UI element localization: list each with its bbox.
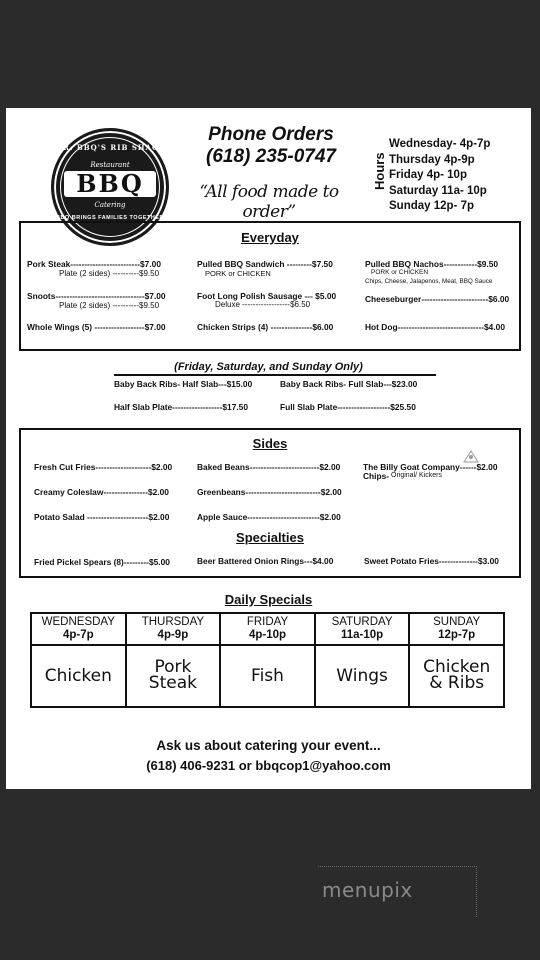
- weekend-title: (Friday, Saturday, and Sunday Only): [174, 361, 363, 373]
- menu-page: [6, 108, 531, 789]
- menu-item-hot-dog: Hot Dog-------------------------------$4.00: [365, 322, 505, 332]
- special-header-thursday: THURSDAY 4p-9p: [126, 613, 221, 645]
- menu-item-pulled-bbq-nachos: Pulled BBQ Nachos------------$9.50: [365, 259, 499, 269]
- logo-bbq-text: BBQ: [64, 171, 156, 197]
- hours-label: Hours: [372, 152, 387, 190]
- specialties-title: Specialties: [236, 530, 304, 545]
- menu-item-full-slab-plate: Full Slab Plate-------------------$25.50: [280, 402, 416, 412]
- menu-item-billy-goat-flavors: Original/ Kickers: [391, 472, 442, 479]
- menu-item-nachos-toppings: Chips, Cheese, Jalapenos, Meat, BBQ Sauce: [365, 278, 493, 285]
- menu-item-baby-back-half: Baby Back Ribs- Half Slab---$15.00: [114, 379, 253, 389]
- menu-item-cheeseburger: Cheeseburger------------------------$6.00: [365, 294, 510, 304]
- special-sunday: Chicken & Ribs: [409, 645, 504, 707]
- menu-item-pulled-bbq-sandwich: Pulled BBQ Sandwich ---------$7.50: [197, 259, 333, 269]
- hours-sunday: Sunday 12p- 7p: [389, 200, 474, 212]
- menu-item-half-slab-plate: Half Slab Plate------------------$17.50: [114, 402, 248, 412]
- catering-prompt: Ask us about catering your event...: [156, 738, 381, 753]
- hours-thursday: Thursday 4p-9p: [389, 153, 475, 166]
- special-thursday: Pork Steak: [126, 645, 221, 707]
- menu-item-baby-back-full: Baby Back Ribs- Full Slab---$23.00: [280, 379, 418, 389]
- menu-item-foot-long: Foot Long Polish Sausage --- $5.00: [197, 291, 337, 301]
- everyday-section: [19, 221, 521, 351]
- logo-restaurant-text: Restaurant: [90, 161, 130, 169]
- menu-item-apple-sauce: Apple Sauce--------------------------$2.00: [197, 512, 341, 522]
- hours-list: [389, 137, 490, 215]
- daily-specials-table: [30, 612, 505, 708]
- menu-item-chicken-strips: Chicken Strips (4) ---------------$6.00: [197, 322, 334, 332]
- hours-wednesday: Wednesday- 4p-7p: [389, 138, 491, 150]
- menu-item-fresh-cut-fries: Fresh Cut Fries--------------------$2.00: [34, 462, 173, 472]
- menu-item-billy-goat: The Billy Goat Company------$2.00: [363, 462, 498, 472]
- menu-item-snoots: Snoots--------------------------------$7.00: [27, 291, 166, 301]
- logo-top-text: MR. BBQ'S RIB SHACK: [54, 143, 166, 152]
- special-friday: Fish: [220, 645, 315, 707]
- menu-item-greenbeans: Greenbeans---------------------------$2.00: [197, 487, 342, 497]
- goat-logo-icon: [462, 448, 480, 464]
- logo-bottom-text: BBQ BRINGS FAMILIES TOGETHER: [55, 215, 164, 221]
- special-header-friday: FRIDAY 4p-10p: [220, 613, 315, 645]
- sides-section: [19, 428, 521, 578]
- menu-item-sandwich-options: PORK or CHICKEN: [205, 269, 271, 278]
- phone-orders-number[interactable]: (618) 235-0747: [206, 146, 336, 167]
- catering-contact[interactable]: (618) 406-9231 or bbqcop1@yahoo.com: [146, 758, 391, 773]
- menupix-watermark: menupix: [322, 878, 413, 902]
- special-header-wednesday: WEDNESDAY 4p-7p: [31, 613, 126, 645]
- daily-specials-title: Daily Specials: [224, 592, 313, 607]
- menu-item-fried-pickle-spears: Fried Pickel Spears (8)---------$5.00: [34, 557, 170, 567]
- special-header-saturday: SATURDAY 11a-10p: [315, 613, 410, 645]
- menu-item-potato-salad: Potato Salad ----------------------$2.00: [34, 512, 170, 522]
- weekend-underline: [114, 374, 436, 376]
- menu-item-pork-steak: Pork Steak-------------------------$7.00: [27, 259, 161, 269]
- everyday-title: Everyday: [241, 230, 299, 245]
- menu-item-baked-beans: Baked Beans-------------------------$2.00: [197, 462, 341, 472]
- hours-saturday: Saturday 11a- 10p: [389, 184, 487, 197]
- special-wednesday: Chicken: [31, 645, 126, 707]
- phone-orders-title: Phone Orders: [208, 124, 334, 145]
- menu-item-foot-long-deluxe: Deluxe ------------------$6.50: [215, 300, 311, 309]
- hours-friday: Friday 4p- 10p: [389, 169, 467, 181]
- sides-title: Sides: [252, 436, 288, 451]
- menu-item-onion-rings: Beer Battered Onion Rings---$4.00: [197, 556, 334, 566]
- menu-item-sweet-potato-fries: Sweet Potato Fries--------------$3.00: [364, 556, 499, 566]
- special-saturday: Wings: [315, 645, 410, 707]
- menu-item-nachos-options: PORK or CHICKEN: [371, 269, 429, 276]
- tagline: “All food made to order”: [199, 182, 339, 222]
- logo-catering-text: Catering: [94, 201, 126, 209]
- menu-item-billy-goat-chips: Chips-: [363, 471, 390, 481]
- menu-item-whole-wings: Whole Wings (5) ------------------$7.00: [27, 322, 166, 332]
- special-header-sunday: SUNDAY 12p-7p: [409, 613, 504, 645]
- menu-item-snoots-plate: Plate (2 sides) ----------$9.50: [59, 301, 160, 310]
- menu-item-pork-steak-plate: Plate (2 sides) ----------$9.50: [59, 269, 160, 278]
- menu-item-creamy-coleslaw: Creamy Coleslaw----------------$2.00: [34, 487, 169, 497]
